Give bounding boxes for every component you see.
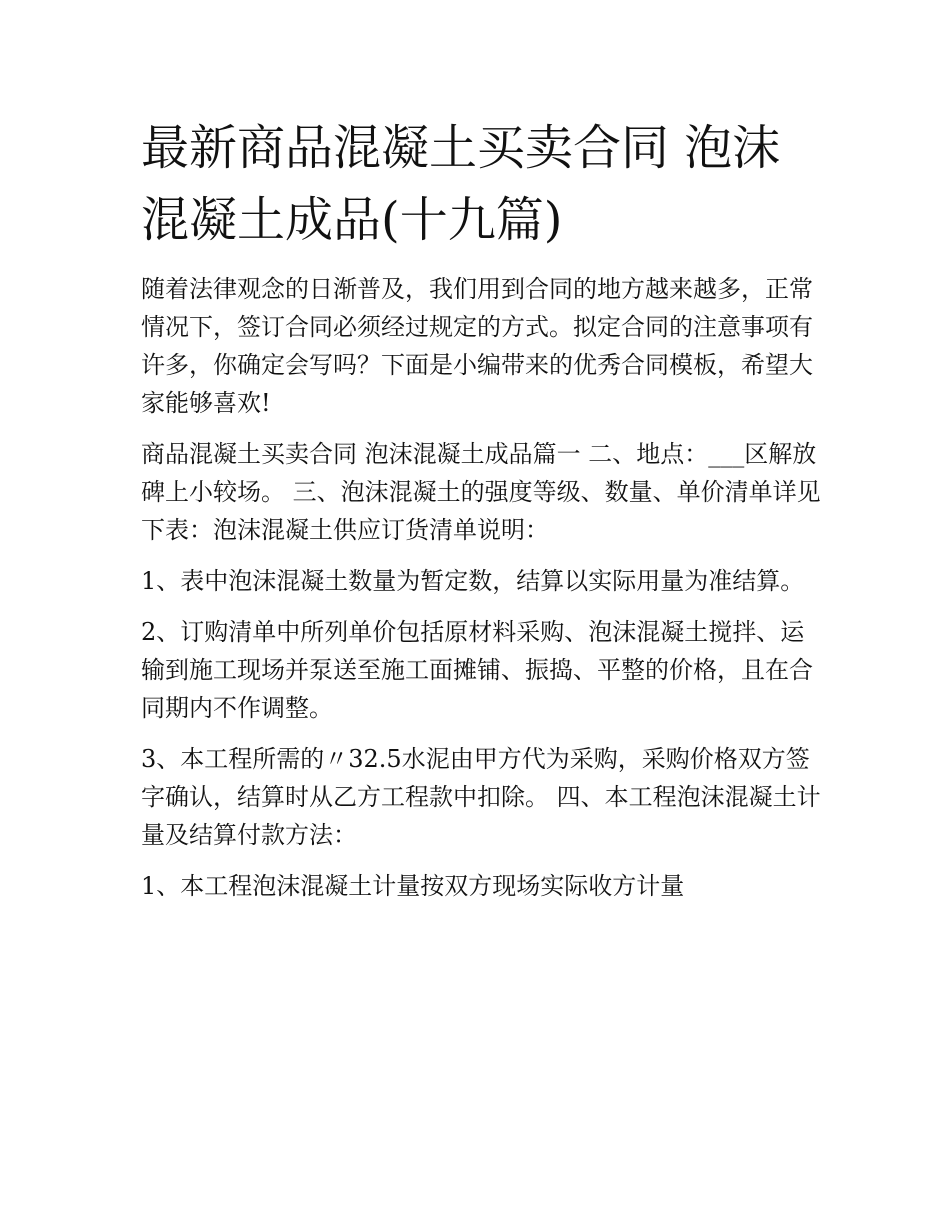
document-body bbox=[141, 112, 821, 918]
document-title: 最新商品混凝土买卖合同 泡沫混凝土成品(十九篇) bbox=[141, 120, 781, 248]
clause-3-paragraph: 3、本工程所需的〃32.5水泥由甲方代为采购，采购价格双方签字确认，结算时从乙方工程款中扣除。 四、本工程泡沫混凝土计量及结算付款方法： bbox=[141, 745, 821, 849]
measurement-clause-paragraph: 1、本工程泡沫混凝土计量按双方现场实际收方计量 bbox=[141, 872, 685, 900]
clause-2-paragraph: 2、订购清单中所列单价包括原材料采购、泡沫混凝土搅拌、运输到施工现场并泵送至施工面摊铺、振捣、平整的价格，且在合同期内不作调整。 bbox=[141, 618, 813, 722]
contract-section-paragraph: 商品混凝土买卖合同 泡沫混凝土成品篇一 二、地点：___区解放碑上小较场。 三、泡沫混凝土的强度等级、数量、单价清单详见下表：泡沫混凝土供应订货清单说明： bbox=[141, 440, 821, 544]
clause-1-paragraph: 1、表中泡沫混凝土数量为暂定数，结算以实际用量为准结算。 bbox=[141, 567, 805, 595]
intro-paragraph: 随着法律观念的日渐普及，我们用到合同的地方越来越多，正常情况下，签订合同必须经过规定的方式。拟定合同的注意事项有许多，你确定会写吗？下面是小编带来的优秀合同模板，希望大家能够喜欢! bbox=[141, 275, 813, 417]
